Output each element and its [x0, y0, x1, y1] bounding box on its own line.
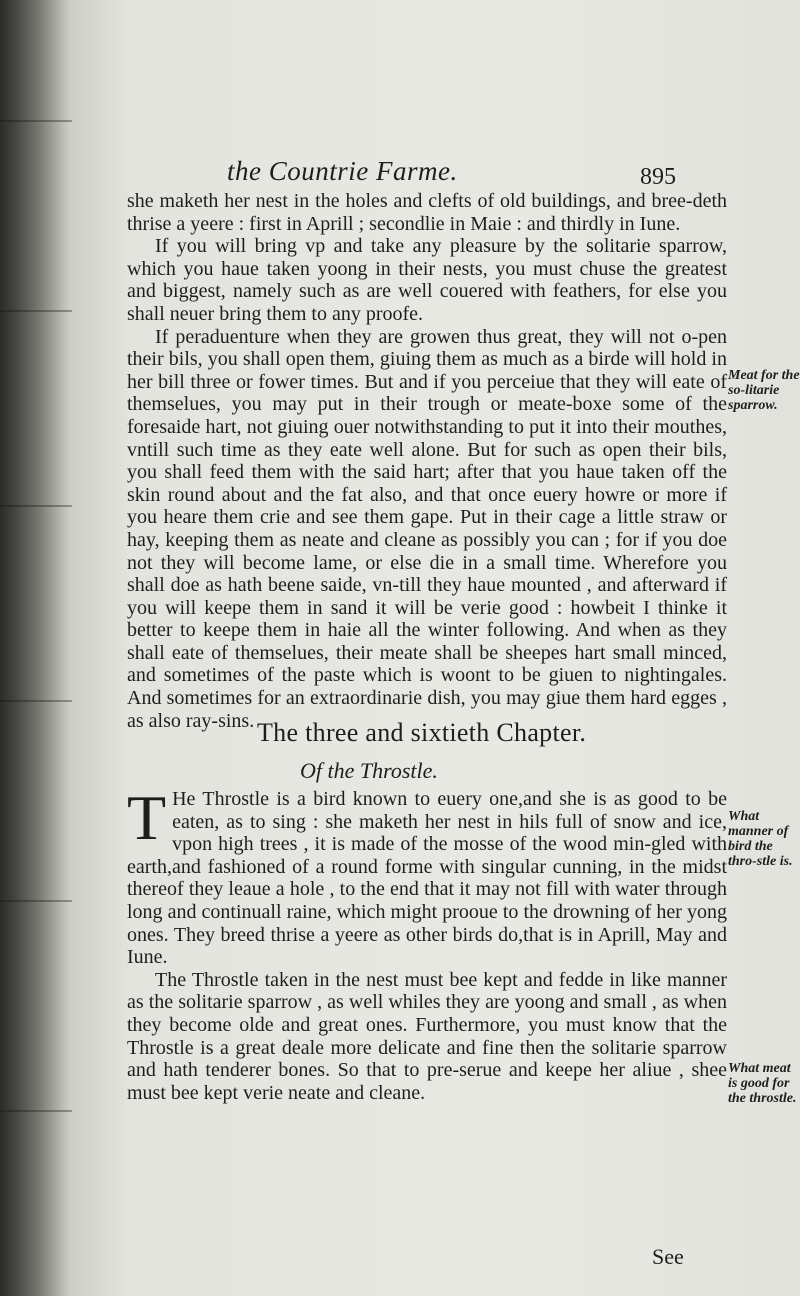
chapter-text	[127, 782, 727, 1104]
chapter-subtitle: Of the Throstle.	[300, 758, 438, 783]
book-page	[72, 0, 800, 1296]
catchword: See	[652, 1244, 684, 1269]
paragraph: she maketh her nest in the holes and clefts of old buildings, and bree-deth thrise a yeere : first in Aprill ; secondlie in Maie : and thirdly in Iune.	[127, 190, 727, 235]
section1-text	[127, 190, 727, 732]
running-head: the Countrie Farme.	[227, 156, 458, 186]
page-header	[72, 0, 800, 200]
paragraph: If you will bring vp and take any pleasure by the solitarie sparrow, which you haue taken yoong in their nests, you must chuse the greatest and biggest, namely such as are well couered with feathers, for else you shall neuer bring them to any proofe.	[127, 235, 727, 325]
page-number: 895	[640, 164, 676, 190]
paragraph-text: He Throstle is a bird known to euery one,and she is as good to be eaten, as to sing : she maketh her nest in hils full of snow and ice, vpon high trees , it is made of the mosse of the wood min-gled with earth,and fashioned of a round forme with singular cunning, in the midst thereof they leaue a hole , to the end that it may not fill with water through long and continuall raine, which might prooue to the drowning of her yong ones. They breed thrise a yeere as other birds do,that is in Aprill, May and Iune.	[127, 788, 727, 969]
paragraph: If peraduenture when they are growen thus great, they will not o-pen their bils, you shall open them, giuing them as much as a birde will hold in her bill three or fower times. But and if you perceiue that they will eate of themselues, you may put in their trough or meate-boxe some of the foresaide hart, not giuing ouer notwithstanding to put it into their mouthes, vntill such time as they eate well alone. But for such as open their bils, you shall feed them with the said hart; after that you haue taken off the skin round about and the fat also, and that once euery howre or more if you heare them crie and see them gape. Put in their cage a little straw or hay, keeping them as neate and cleane as possibly you can ; for if you doe not they will become lame, or else die in a small time. Wherefore you shall doe as hath beene saide, vn-till they haue mounted , and afterward if you will keepe them in sand it will be verie good : howbeit I thinke it better to keepe them in haie all the winter following. And when as they shall eate of themselues, their meate shall be sheepes hart small minced, and sometimes of the paste which is woont to be giuen to nightingales. And sometimes for an extraordinarie dish, you may giue them hard egges , as also ray-sins.	[127, 325, 727, 732]
margin-note: What manner of bird the thro-stle is.	[728, 809, 793, 869]
chapter-title: The three and sixtieth Chapter.	[257, 718, 587, 747]
paragraph: The Throstle taken in the nest must bee kept and fedde in like manner as the solitarie sparrow , as well whiles they are yoong and small , as when they become olde and great ones. Furthermore, you must know that the Throstle is a great deale more delicate and fine then the solitarie sparrow and hath tenderer bones. So that to pre-serue and keepe her aliue , shee must bee kept verie neate and cleane.	[127, 968, 727, 1104]
margin-note: Meat for the so-litarie sparrow.	[728, 368, 800, 413]
margin-note: What meat is good for the throstle.	[728, 1061, 797, 1106]
drop-cap: T	[127, 782, 167, 853]
paragraph	[127, 782, 727, 969]
book-edge	[0, 0, 72, 1296]
